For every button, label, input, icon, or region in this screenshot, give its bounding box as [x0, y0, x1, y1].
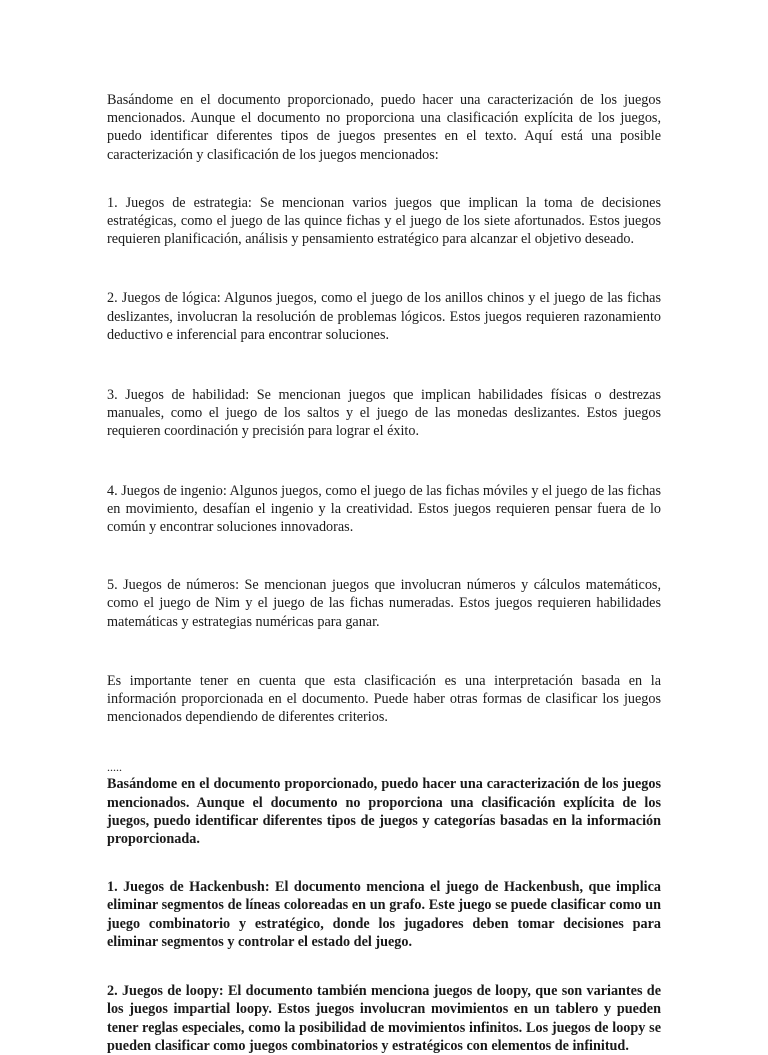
wit-games-paragraph: 4. Juegos de ingenio: Algunos juegos, como el juego de las fichas móviles y el juego de las fichas en movimiento, desafían el ingenio y la creatividad. Estos juegos requieren pensar fuera de lo común y encontrar soluciones innovadoras. [107, 482, 661, 536]
bold-intro-paragraph: Basándome en el documento proporcionado, puedo hacer una caracterización de los juegos mencionados. Aunque el documento no proporciona una clasificación explícita de los juegos, puedo identificar diferentes tipos de juegos y categorías basadas en la información proporcionada. [107, 776, 661, 848]
skill-games-paragraph: 3. Juegos de habilidad: Se mencionan juegos que implican habilidades físicas o destrezas manuales, como el juego de los saltos y el juego de las monedas deslizantes. Estos juegos requieren coordinación y precisión para lograr el éxito. [107, 387, 661, 440]
intro-paragraph: Basándome en el documento proporcionado, puedo hacer una caracterización de los juegos mencionados. Aunque el documento no proporciona una clasificación explícita de los juegos, puedo identificar diferentes tipos de juegos presentes en el texto. Aquí está una posible caracterización y clasificación de los juegos mencionados: [107, 92, 661, 163]
strategy-games-paragraph: 1. Juegos de estrategia: Se mencionan varios juegos que implican la toma de decisiones estratégicas, como el juego de las quince fichas y el juego de los siete afortunados. Estos juegos requieren planificación, análisis y pensamiento estratégico para alcanzar el objetivo deseado. [107, 194, 661, 248]
number-games-paragraph: 5. Juegos de números: Se mencionan juegos que involucran números y cálculos matemáticos, como el juego de Nim y el juego de las fichas numeradas. Estos juegos requieren habilidades matemáticas y estrategias numéricas para ganar. [107, 577, 661, 630]
document-page [107, 91, 661, 1055]
hackenbush-paragraph: 1. Juegos de Hackenbush: El documento menciona el juego de Hackenbush, que implica eliminar segmentos de líneas coloreadas en un grafo. Este juego se puede clasificar como un juego combinatorio y estratégico, donde los jugadores deben tomar decisiones para eliminar segmentos y controlar el estado del juego. [107, 879, 661, 950]
section-separator: ..... [107, 760, 122, 775]
logic-games-paragraph: 2. Juegos de lógica: Algunos juegos, como el juego de los anillos chinos y el juego de las fichas deslizantes, involucran la resolución de problemas lógicos. Estos juegos requieren razonamiento deductivo e inferencial para encontrar soluciones. [107, 290, 661, 343]
loopy-games-paragraph: 2. Juegos de loopy: El documento también menciona juegos de loopy, que son variantes de los juegos impartial loopy. Estos juegos involucran movimientos en un tablero y pueden tener reglas especiales, como la posibilidad de movimientos infinitos. Los juegos de loopy se pueden clasificar como juegos combinatorios y estratégicos con elementos de infinitud. [107, 983, 661, 1054]
closing-note-paragraph: Es importante tener en cuenta que esta clasificación es una interpretación basada en la información proporcionada en el documento. Puede haber otras formas de clasificar los juegos mencionados dependiendo de diferentes criterios. [107, 672, 661, 726]
